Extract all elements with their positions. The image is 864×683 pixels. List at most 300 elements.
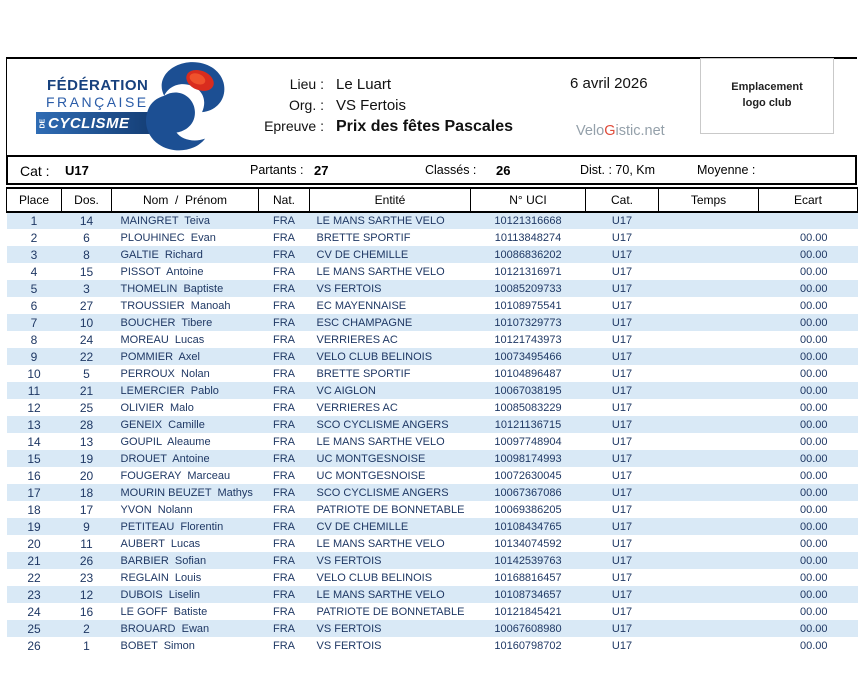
cell-place: 17: [27, 485, 41, 500]
cell-cat: U17: [611, 215, 633, 227]
table-row: [7, 416, 858, 433]
cell-temps: [659, 569, 759, 586]
cell-ecart: 00.00: [799, 435, 828, 448]
cell-temps: [659, 586, 759, 603]
cell-dos: 11: [80, 536, 93, 551]
cell-uci: 10072630045: [494, 469, 562, 482]
cell-dos: 20: [79, 468, 94, 483]
table-row: [7, 620, 858, 637]
cell-entite: BRETTE SPORTIF: [316, 367, 411, 380]
table-row: [7, 552, 858, 569]
cell-temps: [659, 467, 759, 484]
column-header-temps: Temps: [659, 188, 759, 212]
cell-place: 14: [27, 434, 41, 449]
table-row: [7, 229, 858, 246]
cell-nom: PLOUHINEC Evan: [120, 231, 216, 244]
cell-cat: U17: [611, 333, 633, 346]
cell-nom: TROUSSIER Manoah: [120, 299, 231, 312]
cell-ecart: 00.00: [799, 537, 828, 550]
lieu-value: Le Luart: [336, 76, 392, 93]
cell-nat: FRA: [273, 299, 295, 312]
cell-cat: U17: [611, 520, 633, 533]
epreuve-label: Epreuve :: [264, 118, 324, 134]
club-logo-line1: Emplacement: [731, 81, 803, 94]
table-row: [7, 484, 858, 501]
lieu-row: [240, 76, 570, 93]
cell-ecart: 00.00: [799, 282, 828, 295]
cell-cat: U17: [611, 299, 633, 312]
cell-place: 3: [30, 247, 38, 262]
table-row: [7, 518, 858, 535]
cell-temps: [659, 450, 759, 467]
cell-nat: FRA: [273, 248, 295, 261]
cell-nom: BROUARD Ewan: [120, 622, 210, 635]
cell-nom: BOBET Simon: [120, 639, 195, 652]
cell-nat: FRA: [273, 452, 295, 465]
table-row: [7, 467, 858, 484]
table-row: [7, 535, 858, 552]
cell-place: 21: [27, 553, 41, 568]
cell-uci: 10160798702: [494, 639, 562, 652]
cell-nat: FRA: [273, 418, 295, 431]
cell-uci: 10097748904: [494, 435, 562, 448]
cell-cat: U17: [611, 537, 633, 550]
cell-entite: PATRIOTE DE BONNETABLE: [316, 605, 465, 618]
cell-dos: 9: [83, 519, 90, 534]
table-row: [7, 246, 858, 263]
cell-entite: BRETTE SPORTIF: [316, 231, 411, 244]
cell-place: 1: [30, 214, 38, 228]
cell-temps: [659, 348, 759, 365]
club-logo-line2: logo club: [742, 97, 792, 109]
cell-nat: FRA: [273, 537, 295, 550]
cell-ecart: 00.00: [799, 639, 828, 652]
cell-temps: [659, 297, 759, 314]
cell-cat: U17: [611, 622, 633, 635]
cell-entite: CV DE CHEMILLE: [316, 248, 409, 261]
cell-nom: BOUCHER Tibere: [120, 316, 213, 329]
table-row: [7, 399, 858, 416]
org-row: [240, 97, 570, 114]
cell-temps: [659, 365, 759, 382]
table-row: [7, 331, 858, 348]
results-table-container: [6, 187, 858, 654]
cell-nom: MOREAU Lucas: [120, 333, 205, 346]
cell-nom: YVON Nolann: [120, 503, 193, 516]
cell-dos: 3: [83, 281, 90, 296]
cell-entite: PATRIOTE DE BONNETABLE: [316, 503, 465, 516]
cell-place: 16: [27, 468, 41, 483]
cell-place: 6: [30, 298, 38, 313]
cell-ecart: 00.00: [799, 588, 828, 601]
cell-cat: U17: [611, 639, 633, 652]
cell-ecart: 00.00: [799, 605, 828, 618]
table-header: [7, 188, 858, 212]
cell-nom: GOUPIL Aleaume: [120, 435, 211, 448]
cell-dos: 23: [79, 570, 94, 585]
cell-dos: 25: [79, 400, 94, 415]
table-row: [7, 603, 858, 620]
cell-temps: [659, 399, 759, 416]
logo-de-text: DE: [39, 118, 47, 128]
cell-place: 11: [27, 383, 41, 398]
cell-temps: [659, 637, 759, 654]
cell-uci: 10107329773: [494, 316, 562, 329]
cell-place: 23: [27, 587, 41, 602]
cell-nat: FRA: [273, 350, 295, 363]
cell-entite: VELO CLUB BELINOIS: [316, 350, 433, 363]
table-row: [7, 263, 858, 280]
cell-entite: LE MANS SARTHE VELO: [316, 588, 445, 601]
cell-place: 5: [30, 281, 38, 296]
cell-place: 7: [30, 315, 38, 330]
cell-dos: 15: [79, 264, 94, 279]
watermark-post: istic.net: [615, 123, 665, 139]
column-header-uci: N° UCI: [471, 188, 586, 212]
cell-temps: [659, 263, 759, 280]
cell-uci: 10121743973: [494, 333, 562, 346]
cell-temps: [659, 314, 759, 331]
epreuve-value: Prix des fêtes Pascales: [336, 118, 514, 135]
cell-nom: LE GOFF Batiste: [120, 605, 208, 618]
cell-cat: U17: [611, 367, 633, 380]
cell-dos: 26: [79, 553, 94, 568]
cell-ecart: 00.00: [799, 401, 828, 414]
cell-temps: [659, 484, 759, 501]
org-value: VS Fertois: [336, 97, 407, 114]
cell-cat: U17: [611, 248, 633, 261]
table-row: [7, 637, 858, 654]
cell-ecart: 00.00: [799, 367, 828, 380]
ffc-swoosh-icon: [120, 60, 232, 159]
cell-place: 18: [27, 502, 41, 517]
table-row: [7, 382, 858, 399]
cell-place: 10: [27, 366, 41, 381]
cell-uci: 10134074592: [494, 537, 562, 550]
cell-ecart: 00.00: [799, 333, 828, 346]
column-header-ecart: Ecart: [759, 188, 858, 212]
cell-cat: U17: [611, 469, 633, 482]
cell-entite: VS FERTOIS: [316, 554, 382, 567]
cell-dos: 1: [83, 638, 90, 653]
cell-dos: 19: [79, 451, 94, 466]
cell-place: 24: [27, 604, 41, 619]
cell-temps: [659, 433, 759, 450]
cell-ecart: 00.00: [799, 248, 828, 261]
classes-value: 26: [496, 163, 511, 178]
race-info-strip: [6, 155, 857, 185]
cell-entite: UC MONTGESNOISE: [316, 452, 426, 465]
cell-nat: FRA: [273, 469, 295, 482]
cell-nat: FRA: [273, 384, 295, 397]
cell-nat: FRA: [273, 571, 295, 584]
cell-nat: FRA: [273, 486, 295, 499]
cell-temps: [659, 331, 759, 348]
cell-place: 15: [27, 451, 41, 466]
cell-ecart: 00.00: [799, 622, 828, 635]
table-row: [7, 450, 858, 467]
cat-label: Cat :: [20, 163, 50, 179]
cell-dos: 2: [83, 621, 90, 636]
cell-uci: 10168816457: [494, 571, 562, 584]
cell-ecart: 00.00: [799, 554, 828, 567]
cell-uci: 10073495466: [494, 350, 562, 363]
cell-dos: 13: [79, 434, 94, 449]
cell-nat: FRA: [273, 333, 295, 346]
cell-nom: LEMERCIER Pablo: [120, 384, 219, 397]
cell-cat: U17: [611, 571, 633, 584]
cell-entite: VELO CLUB BELINOIS: [316, 571, 433, 584]
cell-ecart: 00.00: [799, 350, 828, 363]
cell-entite: VERRIERES AC: [316, 333, 398, 346]
cell-cat: U17: [611, 418, 633, 431]
cell-dos: 8: [83, 247, 90, 262]
column-header-place: Place: [7, 188, 62, 212]
table-row: [7, 212, 858, 229]
cell-nom: BARBIER Sofian: [120, 554, 207, 567]
cell-nom: PERROUX Nolan: [120, 367, 210, 380]
cell-temps: [659, 229, 759, 246]
watermark-pre: Velo: [576, 123, 605, 139]
partants-value: 27: [314, 163, 329, 178]
cell-nom: PETITEAU Florentin: [120, 520, 224, 533]
cell-nom: DROUET Antoine: [120, 452, 210, 465]
cell-entite: VS FERTOIS: [316, 639, 382, 652]
epreuve-row: [240, 118, 570, 136]
cell-temps: [659, 501, 759, 518]
cell-ecart: 00.00: [799, 503, 828, 516]
cell-nom: REGLAIN Louis: [120, 571, 202, 584]
cell-entite: SCO CYCLISME ANGERS: [316, 486, 449, 499]
table-row: [7, 433, 858, 450]
cell-uci: 10067608980: [494, 622, 562, 635]
cell-dos: 12: [79, 587, 94, 602]
cell-ecart: 00.00: [799, 316, 828, 329]
cell-temps: [659, 620, 759, 637]
cell-cat: U17: [611, 435, 633, 448]
cell-cat: U17: [611, 486, 633, 499]
logo-cyclisme-text: CYCLISME: [48, 114, 130, 132]
column-header-cat: Cat.: [586, 188, 659, 212]
cell-ecart: 00.00: [799, 452, 828, 465]
cell-uci: 10121316668: [494, 215, 562, 227]
table-row: [7, 314, 858, 331]
moyenne-label: Moyenne :: [697, 163, 756, 177]
logo-federation-text: FÉDÉRATION: [47, 77, 149, 94]
cell-nom: MOURIN BEUZET Mathys: [120, 486, 253, 499]
cell-ecart: 00.00: [799, 384, 828, 397]
lieu-label: Lieu :: [289, 76, 324, 92]
cell-entite: EC MAYENNAISE: [316, 299, 407, 312]
cell-dos: 16: [79, 604, 94, 619]
table-row: [7, 586, 858, 603]
cell-temps: [659, 212, 759, 229]
cell-place: 4: [30, 264, 38, 279]
table-row: [7, 280, 858, 297]
cell-entite: SCO CYCLISME ANGERS: [316, 418, 449, 431]
cell-place: 12: [27, 400, 41, 415]
cell-ecart: 00.00: [799, 571, 828, 584]
cell-cat: U17: [611, 231, 633, 244]
cell-nom: AUBERT Lucas: [120, 537, 201, 550]
cell-cat: U17: [611, 605, 633, 618]
cell-nat: FRA: [273, 215, 295, 227]
column-header-nom: Nom / Prénom: [112, 188, 259, 212]
cell-place: 22: [27, 570, 41, 585]
cell-entite: LE MANS SARTHE VELO: [316, 537, 445, 550]
cell-place: 20: [27, 536, 41, 551]
cell-dos: 22: [79, 349, 94, 364]
cell-ecart: 00.00: [799, 469, 828, 482]
cell-temps: [659, 535, 759, 552]
cell-nat: FRA: [273, 639, 295, 652]
watermark-g: G: [604, 123, 616, 139]
cell-uci: 10069386205: [494, 503, 562, 516]
cell-nat: FRA: [273, 588, 295, 601]
cell-uci: 10113848274: [494, 231, 562, 244]
cell-cat: U17: [611, 588, 633, 601]
cell-place: 2: [30, 230, 38, 245]
cell-nat: FRA: [273, 401, 295, 414]
cell-ecart: 00.00: [799, 418, 828, 431]
cell-uci: 10108734657: [494, 588, 562, 601]
cell-nom: POMMIER Axel: [120, 350, 200, 363]
cell-temps: [659, 246, 759, 263]
cell-dos: 14: [79, 214, 94, 228]
cell-temps: [659, 552, 759, 569]
cell-nom: GALTIE Richard: [120, 248, 203, 261]
cell-uci: 10108434765: [494, 520, 562, 533]
cell-uci: 10085083229: [494, 401, 562, 414]
cell-place: 8: [30, 332, 38, 347]
table-row: [7, 365, 858, 382]
classes-label: Classés :: [425, 163, 477, 177]
race-date: 6 avril 2026: [570, 75, 648, 92]
cell-entite: LE MANS SARTHE VELO: [316, 215, 445, 227]
cell-place: 19: [27, 519, 41, 534]
column-header-nat: Nat.: [259, 188, 310, 212]
cell-nom: OLIVIER Malo: [120, 401, 194, 414]
cell-nat: FRA: [273, 605, 295, 618]
cell-uci: 10121316971: [494, 265, 562, 278]
cell-uci: 10086836202: [494, 248, 562, 261]
cell-nat: FRA: [273, 316, 295, 329]
cell-nat: FRA: [273, 282, 295, 295]
cell-uci: 10085209733: [494, 282, 562, 295]
cell-temps: [659, 518, 759, 535]
cell-nat: FRA: [273, 265, 295, 278]
cell-nom: MAINGRET Teiva: [120, 215, 210, 227]
cell-nom: PISSOT Antoine: [120, 265, 204, 278]
cell-place: 25: [27, 621, 41, 636]
cell-nat: FRA: [273, 367, 295, 380]
cell-entite: LE MANS SARTHE VELO: [316, 265, 445, 278]
cell-dos: 24: [79, 332, 94, 347]
cell-temps: [659, 416, 759, 433]
cell-cat: U17: [611, 265, 633, 278]
cell-cat: U17: [611, 554, 633, 567]
cell-nat: FRA: [273, 554, 295, 567]
cell-place: 26: [27, 638, 41, 653]
partants-label: Partants :: [250, 163, 304, 177]
cell-temps: [659, 382, 759, 399]
cell-dos: 21: [79, 383, 94, 398]
cell-nat: FRA: [273, 503, 295, 516]
cell-ecart: 00.00: [799, 299, 828, 312]
column-header-entite: Entité: [310, 188, 471, 212]
cell-nat: FRA: [273, 622, 295, 635]
cell-temps: [659, 280, 759, 297]
cell-dos: 5: [83, 366, 90, 381]
cell-ecart: 00.00: [799, 520, 828, 533]
cell-cat: U17: [611, 350, 633, 363]
table-row: [7, 501, 858, 518]
cell-ecart: 00.00: [799, 486, 828, 499]
table-row: [7, 348, 858, 365]
cell-place: 13: [27, 417, 41, 432]
cell-nat: FRA: [273, 435, 295, 448]
cell-cat: U17: [611, 452, 633, 465]
table-row: [7, 297, 858, 314]
cell-entite: CV DE CHEMILLE: [316, 520, 409, 533]
results-table: [6, 187, 858, 654]
cell-uci: 10121136715: [494, 418, 562, 431]
cell-uci: 10067038195: [494, 384, 562, 397]
cell-ecart: 00.00: [799, 231, 828, 244]
cell-entite: UC MONTGESNOISE: [316, 469, 426, 482]
cell-entite: VS FERTOIS: [316, 282, 382, 295]
cell-dos: 6: [83, 230, 90, 245]
cell-uci: 10108975541: [494, 299, 562, 312]
dist-label: Dist. : 70, Km: [580, 163, 656, 177]
cell-ecart: [759, 212, 858, 229]
cell-dos: 18: [79, 485, 94, 500]
cell-place: 9: [30, 349, 38, 364]
org-label: Org. :: [288, 97, 324, 113]
logo-francaise-text: FRANÇAISE: [46, 94, 149, 110]
cell-nat: FRA: [273, 231, 295, 244]
cell-entite: VS FERTOIS: [316, 622, 382, 635]
cell-nom: DUBOIS Liselin: [120, 588, 200, 601]
cell-ecart: 00.00: [799, 265, 828, 278]
cell-nat: FRA: [273, 520, 295, 533]
cell-dos: 28: [79, 417, 94, 432]
cell-nom: FOUGERAY Marceau: [120, 469, 231, 482]
cell-uci: 10142539763: [494, 554, 562, 567]
cat-value: U17: [65, 163, 89, 178]
cell-cat: U17: [611, 282, 633, 295]
cell-dos: 17: [79, 502, 94, 517]
cell-cat: U17: [611, 316, 633, 329]
cell-nom: GENEIX Camille: [120, 418, 205, 431]
ffc-logo: [8, 60, 243, 152]
column-header-dos: Dos.: [62, 188, 112, 212]
cell-dos: 10: [79, 315, 94, 330]
cell-entite: ESC CHAMPAGNE: [316, 316, 413, 329]
cell-cat: U17: [611, 503, 633, 516]
cell-uci: 10104896487: [494, 367, 562, 380]
cell-dos: 27: [79, 298, 94, 313]
club-logo-placeholder: [700, 58, 834, 134]
cell-uci: 10121845421: [494, 605, 562, 618]
velogistic-watermark: [576, 123, 665, 139]
cell-uci: 10098174993: [494, 452, 562, 465]
table-row: [7, 569, 858, 586]
cell-entite: LE MANS SARTHE VELO: [316, 435, 445, 448]
cell-entite: VERRIERES AC: [316, 401, 398, 414]
cell-uci: 10067367086: [494, 486, 562, 499]
cell-nom: THOMELIN Baptiste: [120, 282, 224, 295]
